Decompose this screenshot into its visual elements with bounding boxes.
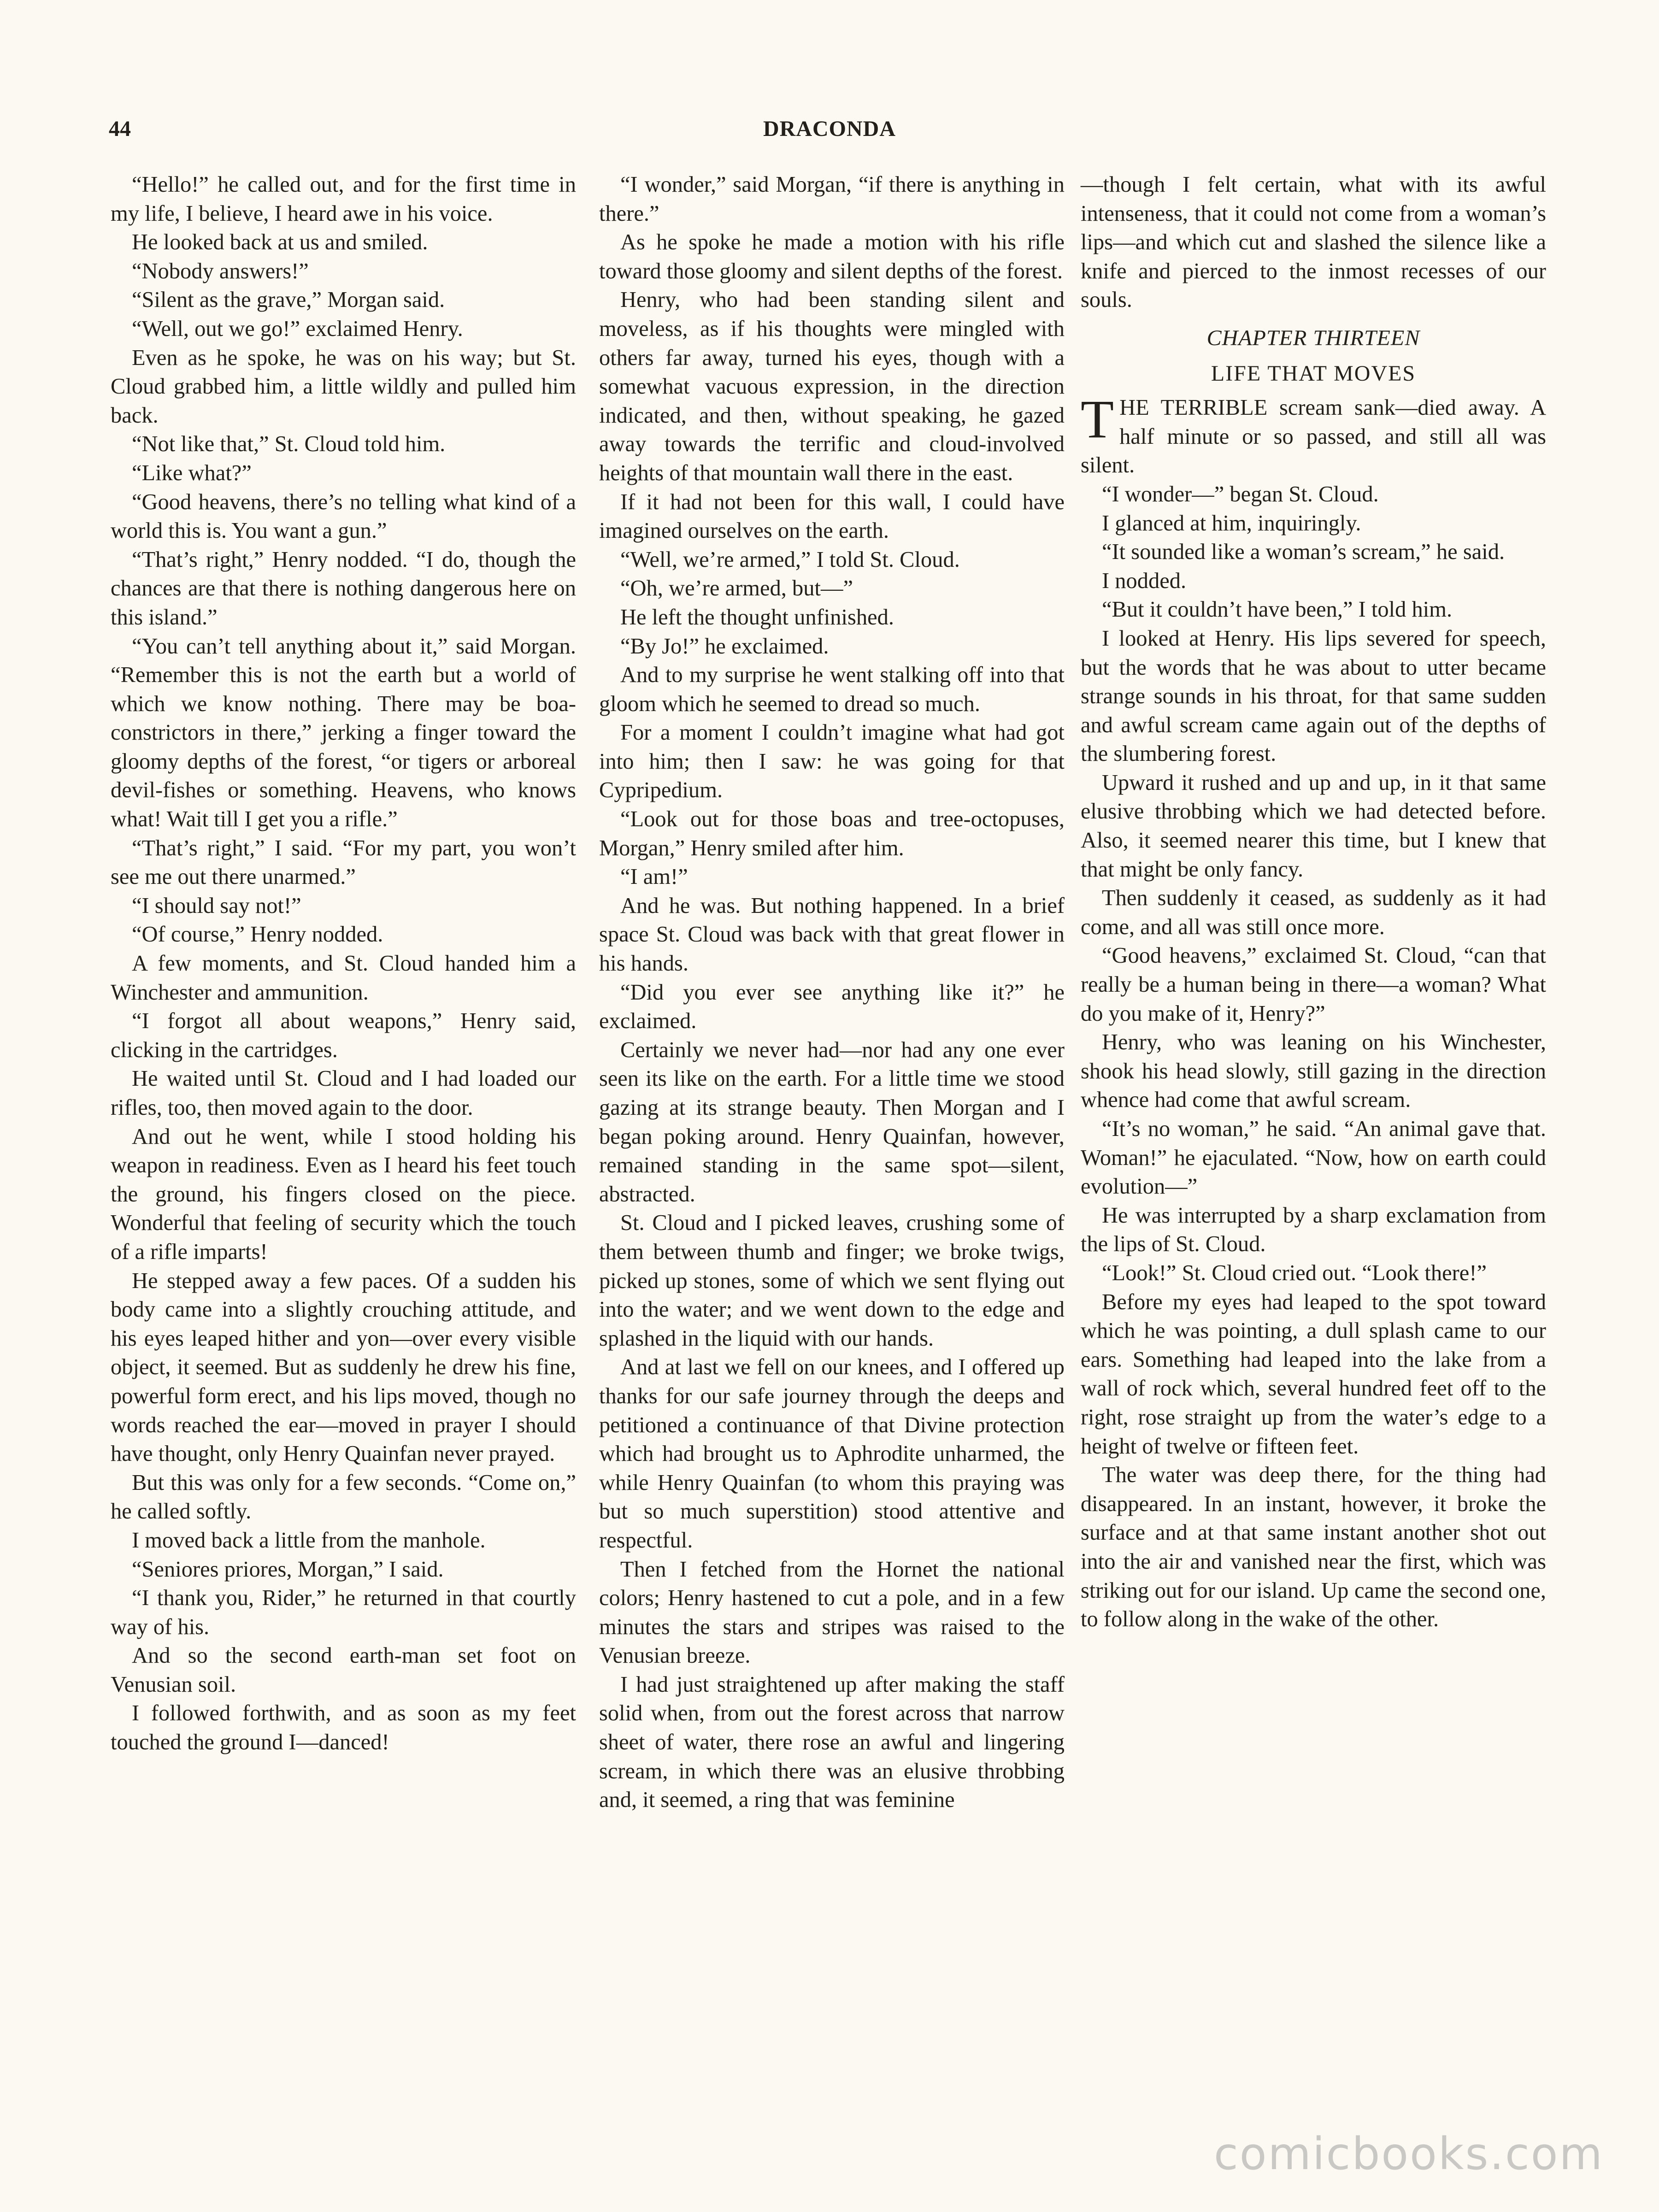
paragraph: “But it couldn’t have been,” I told him. [1102,597,1453,622]
paragraph: “You can’t tell anything about it,” said Morgan. “Remember this is not the earth but a world of which we know nothing. There may be boa-constrictors in there,” jerking a finger toward the gloomy depths of the forest, “or tigers or arboreal devil-fishes or something. Heavens, who knows what! Wait till I get you a rifle.” [111,634,576,832]
text-column-2 [599,171,1065,1815]
paragraph: He was interrupted by a sharp exclamation from the lips of St. Cloud. [1081,1203,1546,1257]
paragraph-text: HE TERRIBLE scream sank—died away. A half minute or so passed, and still all was silent. [1081,395,1546,478]
paragraph: “I wonder,” said Morgan, “if there is anything in there.” [599,172,1065,226]
running-title: DRACONDA [763,117,896,141]
paragraph: And so the second earth-man set foot on Venusian soil. [111,1643,576,1697]
paragraph: A few moments, and St. Cloud handed him a Winchester and ammunition. [111,951,576,1005]
chapter-heading: CHAPTER THIRTEEN [1206,325,1420,350]
text-column-3 [1081,171,1546,1634]
watermark-logo: comicbooks.com [1213,2128,1604,2180]
paragraph: “Hello!” he called out, and for the first time in my life, I believe, I heard awe in his voice. [111,172,576,226]
paragraph: “Did you ever see anything like it?” he exclaimed. [599,980,1065,1034]
paragraph: Before my eyes had leaped to the spot toward which he was pointing, a dull splash came to our ears. Something had leaped into the lake from a wall of rock which, several hundred feet off to the right, rose straight up from the water’s edge to a height of twelve or fifteen feet. [1081,1289,1546,1459]
paragraph: “It sounded like a woman’s scream,” he said. [1102,540,1505,565]
paragraph: And at last we fell on our knees, and I offered up thanks for our safe journey through the deeps and petitioned a continuance of that Divine protection which had brought us to Aphrodite unharmed, the while Henry Quainfan (to whom this praying was but so much superstition) stood attentive and respectful. [599,1355,1065,1553]
paragraph: The water was deep there, for the thing had disappeared. In an instant, however, it broke the surface and at that same instant another shot out into the air and vanished near the first, which was striking out for our island. Up came the second one, to follow along in the wake of the other. [1081,1463,1546,1632]
paragraph [1081,389,1546,480]
paragraph: “Nobody answers!” [132,259,309,283]
paragraph: “By Jo!” he exclaimed. [620,634,829,659]
paragraph: “Seniores priores, Morgan,” I said. [132,1557,444,1582]
paragraph: He left the thought unfinished. [620,605,894,629]
paragraph: “Well, we’re armed,” I told St. Cloud. [620,547,960,572]
drop-cap: T [1081,389,1114,450]
paragraph: I moved back a little from the manhole. [132,1528,486,1553]
paragraph: “That’s right,” I said. “For my part, you won’t see me out there unarmed.” [111,835,576,889]
paragraph: I nodded. [1102,568,1187,593]
paragraph: He waited until St. Cloud and I had loaded our rifles, too, then moved again to the door. [111,1066,576,1120]
paragraph: “Like what?” [132,460,252,485]
paragraph: Upward it rushed and up and up, in it that same elusive throbbing which we had detected before. Also, it seemed nearer this time, but I knew that that might be only fancy. [1081,770,1546,882]
paragraph: St. Cloud and I picked leaves, crushing some of them between thumb and finger; we broke twigs, picked up stones, some of which we sent flying out into the water; and we went down to the edge and splashed in the liquid with our hands. [599,1211,1065,1351]
page-number: 44 [109,117,131,141]
paragraph: Then I fetched from the Hornet the national colors; Henry hastened to cut a pole, and in a few minutes the stars and stripes was raised to the Venusian breeze. [599,1557,1065,1668]
paragraph: “I thank you, Rider,” he returned in that courtly way of his. [111,1586,576,1639]
paragraph: “Oh, we’re armed, but—” [620,576,853,601]
paragraph: And he was. But nothing happened. In a brief space St. Cloud was back with that great flower in his hands. [599,893,1065,976]
paragraph: I had just straightened up after making the staff solid when, from out the forest across that narrow sheet of water, there rose an awful and lingering scream, in which there was an elusive throbbing and, it seemed, a ring that was feminine [599,1672,1065,1812]
paragraph: “I wonder—” began St. Cloud. [1102,482,1379,506]
paragraph: I followed forthwith, and as soon as my feet touched the ground I—danced! [111,1701,576,1755]
paragraph: “Look out for those boas and tree-octopuses, Morgan,” Henry smiled after him. [599,807,1065,860]
paragraph: “I should say not!” [132,893,301,918]
paragraph: “Well, out we go!” exclaimed Henry. [132,316,463,341]
paragraph: “I forgot all about weapons,” Henry said, clicking in the cartridges. [111,1009,576,1062]
paragraph: And out he went, while I stood holding his weapon in readiness. Even as I heard his feet touch the ground, his fingers closed on the piece. Wonderful that feeling of security which the touch of a rifle imparts! [111,1124,576,1264]
paragraph: If it had not been for this wall, I could have imagined ourselves on the earth. [599,489,1065,543]
text-column-1 [111,171,576,1757]
paragraph: As he spoke he made a motion with his rifle toward those gloomy and silent depths of the forest. [599,230,1065,283]
paragraph: “Silent as the grave,” Morgan said. [132,288,445,312]
paragraph: Henry, who was leaning on his Winchester, shook his head slowly, still gazing in the direction whence had come that awful scream. [1081,1030,1546,1112]
paragraph: “Good heavens,” exclaimed St. Cloud, “can that really be a human being in there—a woman? What do you make of it, Henry?” [1081,943,1546,1026]
paragraph: “It’s no woman,” he said. “An animal gave that. Woman!” he ejaculated. “Now, how on earth could evolution—” [1081,1117,1546,1199]
paragraph: I looked at Henry. His lips severed for speech, but the words that he was about to utter became strange sounds in his throat, for that same sudden and awful scream came again out of the depths of the slumbering forest. [1081,626,1546,766]
paragraph: For a moment I couldn’t imagine what had got into him; then I saw: he was going for that Cypripedium. [599,720,1065,803]
paragraph: —though I felt certain, what with its awful intenseness, that it could not come from a woman’s lips—and which cut and slashed the silence like a knife and pierced to the inmost recesses of our souls. [1081,172,1546,312]
paragraph: Henry, who had been standing silent and moveless, as if his thoughts were mingled with others far away, turned his eyes, though with a somewhat vacuous expression, in the direction indicated, and then, without speaking, he gazed away towards the terrific and cloud-involved heights of that mountain wall there in the east. [599,288,1065,485]
paragraph: Even as he spoke, he was on his way; but St. Cloud grabbed him, a little wildly and pulled him back. [111,345,576,428]
paragraph: But this was only for a few seconds. “Come on,” he called softly. [111,1470,576,1524]
paragraph: “Of course,” Henry nodded. [132,922,383,947]
chapter-title: LIFE THAT MOVES [1211,361,1416,386]
paragraph: I glanced at him, inquiringly. [1102,511,1361,535]
paragraph: He looked back at us and smiled. [132,230,428,255]
paragraph: “That’s right,” Henry nodded. “I do, though the chances are that there is nothing dangerous here on this island.” [111,547,576,629]
paragraph: Certainly we never had—nor had any one ever seen its like on the earth. For a little time we stood gazing at its strange beauty. Then Morgan and I began poking around. Henry Quainfan, however, remained standing in the same spot—silent, abstracted. [599,1037,1065,1206]
paragraph: And to my surprise he went stalking off into that gloom which he seemed to dread so much. [599,663,1065,716]
paragraph: “Good heavens, there’s no telling what kind of a world this is. You want a gun.” [111,489,576,543]
paragraph: He stepped away a few paces. Of a sudden his body came into a slightly crouching attitude, and his eyes leaped hither and yon—over every visible object, it seemed. But as suddenly he drew his fine, powerful form erect, and his lips moved, though no words reached the ear—moved in prayer I should have thought, only Henry Quainfan never prayed. [111,1268,576,1466]
paragraph: Then suddenly it ceased, as suddenly as it had come, and all was still once more. [1081,886,1546,939]
paragraph: “I am!” [620,865,688,889]
paragraph: “Look!” St. Cloud cried out. “Look there!” [1102,1260,1487,1285]
paragraph: “Not like that,” St. Cloud told him. [132,432,446,457]
